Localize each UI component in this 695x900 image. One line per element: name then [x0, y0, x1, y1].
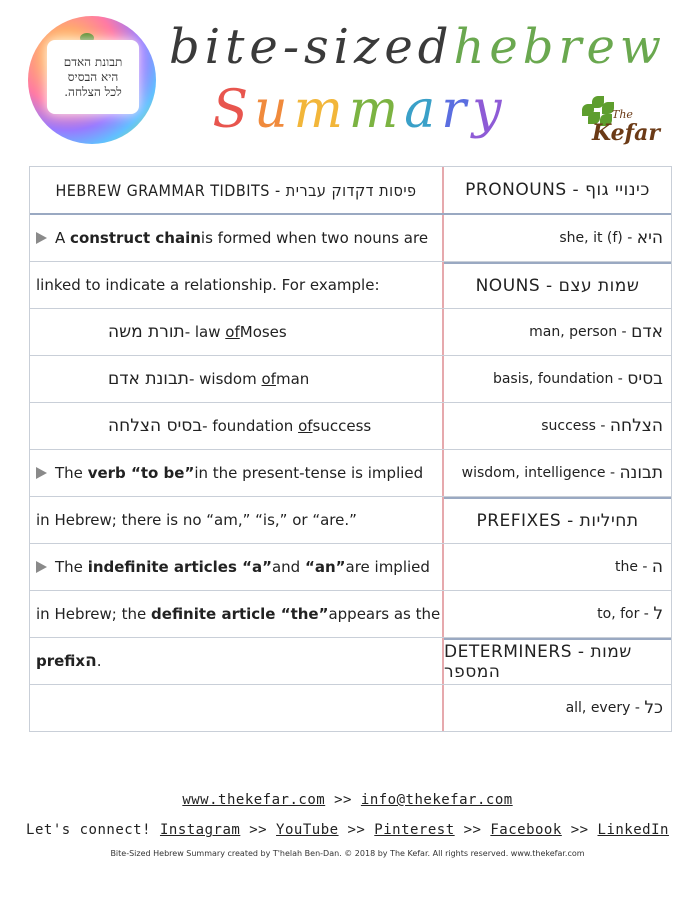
footer-credit: Bite-Sized Hebrew Summary created by T'helah Ben-Dan. © 2018 by The Kefar. All rights reserved. www.thekefar.com — [110, 849, 585, 858]
footer-social: Let's connect! Instagram >> YouTube >> Pinterest >> Facebook >> LinkedIn — [26, 822, 669, 838]
grammar-text: in Hebrew; the definite article “the” appears as the — [36, 605, 441, 623]
vocab-entry: to, for - ל — [597, 604, 663, 624]
subtitle-letter: a — [404, 80, 442, 140]
page-subtitle — [200, 80, 520, 150]
nouns-section-header: NOUNS - שמות עצם — [444, 262, 671, 308]
example-text: תורת משה - law of Moses — [108, 322, 287, 342]
table-row — [30, 356, 671, 403]
title-bite-sized: bite-sized — [169, 19, 454, 75]
summary-table — [29, 166, 672, 732]
vocab-entry: man, person - אדם — [529, 322, 663, 342]
facebook-link[interactable]: Facebook — [490, 822, 562, 838]
grammar-header: HEBREW GRAMMAR TIDBITS - פיסות דקדוק עברית — [55, 180, 417, 200]
logo-line-2: היא הבסיס — [67, 69, 119, 84]
grammar-text: linked to indicate a relationship. For example: — [36, 276, 380, 294]
footer-contact: www.thekefar.com >> info@thekefar.com — [182, 792, 513, 808]
logo-line-3: לכל הצלחה. — [64, 84, 122, 99]
kefar-the: The — [612, 108, 633, 121]
table-row — [30, 262, 671, 309]
grammar-text: The verb “to be” in the present-tense is implied — [30, 450, 442, 496]
vocab-entry: wisdom, intelligence - תבונה — [461, 463, 663, 483]
subtitle-letter: S — [212, 80, 255, 140]
prefixes-section-header: PREFIXES - תחיליות — [444, 497, 671, 543]
pinterest-link[interactable]: Pinterest — [374, 822, 455, 838]
vocab-entry: success - הצלחה — [541, 416, 663, 436]
title-hebrew: hebrew — [453, 19, 666, 75]
table-row — [30, 309, 671, 356]
subtitle-letter: r — [441, 80, 473, 140]
grammar-text — [30, 685, 442, 731]
example-text: תבונת אדם - wisdom of man — [108, 369, 310, 389]
logo-quote-box — [47, 40, 139, 114]
subtitle-letter: m — [348, 80, 405, 140]
youtube-link[interactable]: YouTube — [276, 822, 339, 838]
vocab-entry: all, every - כל — [565, 698, 663, 718]
table-row — [30, 591, 671, 638]
table-row — [30, 215, 671, 262]
table-row — [30, 544, 671, 591]
vocab-entry: she, it (f) - היא — [559, 228, 663, 248]
determiners-section-header: DETERMINERS - שמות המספר — [444, 638, 671, 684]
triangle-bullet-icon — [36, 232, 47, 244]
pronouns-header: PRONOUNS - כינויי גוף — [465, 180, 650, 200]
triangle-bullet-icon — [36, 561, 47, 573]
kefar-logo — [572, 94, 672, 158]
grammar-text: in Hebrew; there is no “am,” “is,” or “are.” — [36, 511, 357, 529]
website-link[interactable]: www.thekefar.com — [182, 792, 326, 808]
subtitle-letter: u — [254, 80, 294, 140]
table-row — [30, 497, 671, 544]
email-link[interactable]: info@thekefar.com — [360, 792, 513, 808]
triangle-bullet-icon — [36, 467, 47, 479]
grammar-text: A construct chain is formed when two nouns are — [30, 215, 442, 261]
linkedin-link[interactable]: LinkedIn — [597, 822, 669, 838]
table-row — [30, 403, 671, 450]
subtitle-letter: m — [293, 80, 349, 140]
table-row — [30, 638, 671, 685]
grammar-text: prefix ה . — [36, 651, 102, 671]
page-title — [165, 12, 670, 82]
kefar-name: Kefar — [592, 120, 660, 146]
table-header-row — [30, 167, 671, 215]
table-row — [30, 685, 671, 731]
table-row — [30, 450, 671, 497]
vocab-entry: basis, foundation - בסיס — [492, 369, 663, 389]
connect-label: Let's connect! — [26, 822, 160, 838]
logo-line-1: תבונת האדם — [63, 54, 123, 69]
example-text: בסיס הצלחה - foundation of success — [108, 416, 372, 436]
grammar-text: The indefinite articles “a” and “an” are implied — [30, 544, 442, 590]
subtitle-letter: y — [472, 80, 508, 140]
vocab-entry: the - ה — [614, 557, 663, 577]
instagram-link[interactable]: Instagram — [159, 822, 241, 838]
